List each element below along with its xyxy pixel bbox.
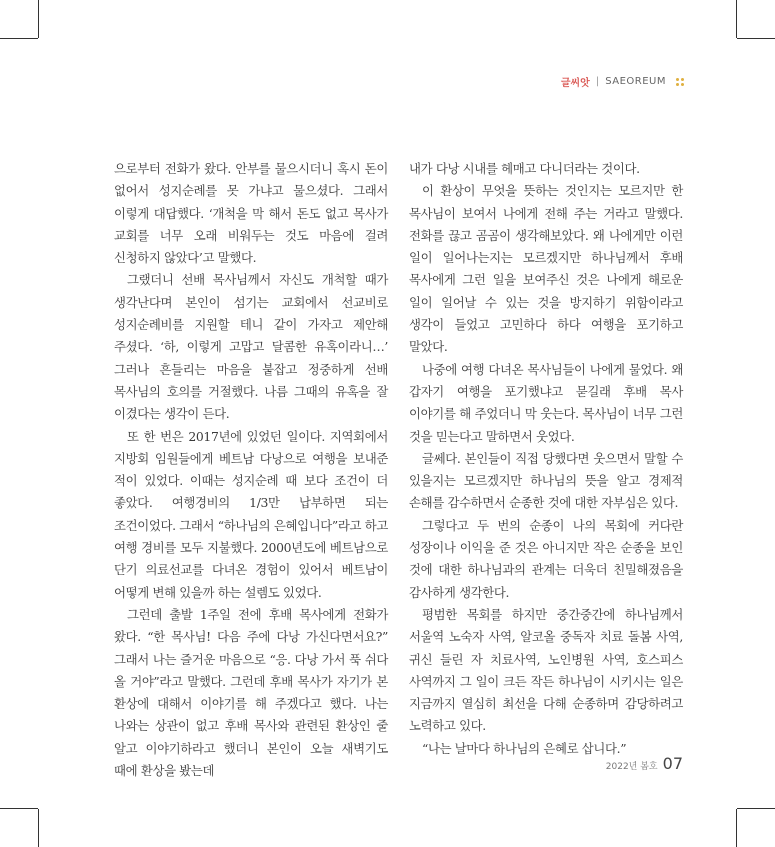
series-name: SAEOREUM xyxy=(605,76,666,87)
crop-mark xyxy=(736,809,737,847)
dots-ornament-icon xyxy=(676,78,684,86)
paragraph: 그랬더니 선배 목사님께서 자신도 개척할 때가 생각난다며 본인이 섬기는 교회에서 선교비로 성지순례비를 지원할 테니 같이 가자고 제안해 주셨다. ‘하, 이렇게 고맙고 달콤한 유혹이라니…’ 그러나 흔들리는 마음을 붙잡고 정중하게 선배 목사님의 호의를 거절했다. 나름 그때의 유혹을 잘 이겼다는 생각이 든다. xyxy=(114,272,388,422)
paragraph: 그런데 출발 1주일 전에 후배 목사에게 전화가 왔다. “한 목사님! 다음 주에 다낭 가신다면서요?” 그래서 나는 즐거운 마음으로 “응. 다낭 가서 푹 쉬다 올 거야”라고 말했다. 그런데 후배 목사가 자기가 본 환상에 대해서 이야기를 해 주겠다고 했다. 나는 나와는 상관이 없고 후배 목사와 관련된 환상인 줄 알고 이야기하라고 했더니 본인이 오늘 새벽기도 때에 환상을 봤는데 xyxy=(114,606,388,779)
text-column-right xyxy=(409,158,683,760)
issue-label: 2022년 봄호 xyxy=(605,762,658,772)
paragraph: “나는 날마다 하나님의 은혜로 삽니다.” xyxy=(422,740,627,756)
paragraph: 으로부터 전화가 왔다. 안부를 물으시더니 혹시 돈이 없어서 성지순례를 못 가냐고 물으셨다. 그래서 이렇게 대답했다. ‘개척을 막 해서 돈도 없고 목사가 교회를 너무 오래 비워두는 것도 마음에 걸려 신청하지 않았다’고 말했다. xyxy=(114,161,388,266)
page-number: 07 xyxy=(662,754,683,773)
paragraph: 또 한 번은 2017년에 있었던 일이다. 지역회에서 지방회 임원들에게 베트남 다낭으로 여행을 보내준 적이 있었다. 이때는 성지순례 때 보다 조건이 더 좋았다. 여행경비의 1/3만 납부하면 되는 조건이었다. 그래서 “하나님의 은혜입니다”라고 하고 여행 경비를 모두 지불했다. 2000년도에 베트남으로 단기 의료선교를 다녀온 경험이 있어서 베트남이 어떻게 변해 있을까 하는 설렘도 있었다. xyxy=(114,428,388,600)
paragraph: 글쎄다. 본인들이 직접 당했다면 웃으면서 말할 수 있을지는 모르겠지만 하나님의 뜻을 알고 경제적 손해를 감수하면서 순종한 것에 대한 자부심은 있다. xyxy=(409,450,683,511)
crop-mark xyxy=(0,808,38,809)
crop-mark xyxy=(38,0,39,38)
crop-mark xyxy=(38,809,39,847)
running-header xyxy=(561,74,684,89)
crop-mark xyxy=(737,38,775,39)
paragraph: 나중에 여행 다녀온 목사님들이 나에게 물었다. 왜 갑자기 여행을 포기했냐고 묻길래 후배 목사 이야기를 해 주었더니 막 웃는다. 목사님이 너무 그런 것을 믿는다고 말하면서 웃었다. xyxy=(409,361,683,444)
page-footer xyxy=(606,754,683,773)
paragraph: 그렇다고 두 번의 순종이 나의 목회에 커다란 성장이나 이익을 준 것은 아니지만 작은 순종을 보인 것에 대한 하나님과의 관계는 더욱더 친밀해졌음을 감사하게 생각한다. xyxy=(409,517,683,600)
text-column-left xyxy=(114,158,388,782)
paragraph: 평범한 목회를 하지만 중간중간에 하나님께서 서울역 노숙자 사역, 알코올 중독자 치료 돌봄 사역, 귀신 들린 자 치료사역, 노인병원 사역, 호스피스 사역까지 그 일이 크든 작든 하나님이 시키시는 일은 지금까지 열심히 최선을 다해 순종하며 감당하려고 노력하고 있다. xyxy=(409,606,683,734)
section-brand: 글씨앗 xyxy=(560,78,590,89)
header-separator: | xyxy=(595,76,600,87)
paragraph: 내가 다낭 시내를 헤매고 다니더라는 것이다. xyxy=(409,161,640,176)
paragraph: 이 환상이 무엇을 뜻하는 것인지는 모르지만 한 목사님이 보여서 나에게 전해 주는 거라고 말했다. 전화를 끊고 곰곰이 생각해보았다. 왜 나에게만 이런 일이 일어나는지는 모르겠지만 하나님께서 후배 목사에게 그런 일을 보여주신 것은 나에게 해로운 일이 일어날 수 있는 것을 방지하기 위함이라고 생각이 들었고 고민하다 하다 여행을 포기하고 말았다. xyxy=(409,183,683,355)
crop-mark xyxy=(737,808,775,809)
crop-mark xyxy=(736,0,737,38)
crop-mark xyxy=(0,38,38,39)
